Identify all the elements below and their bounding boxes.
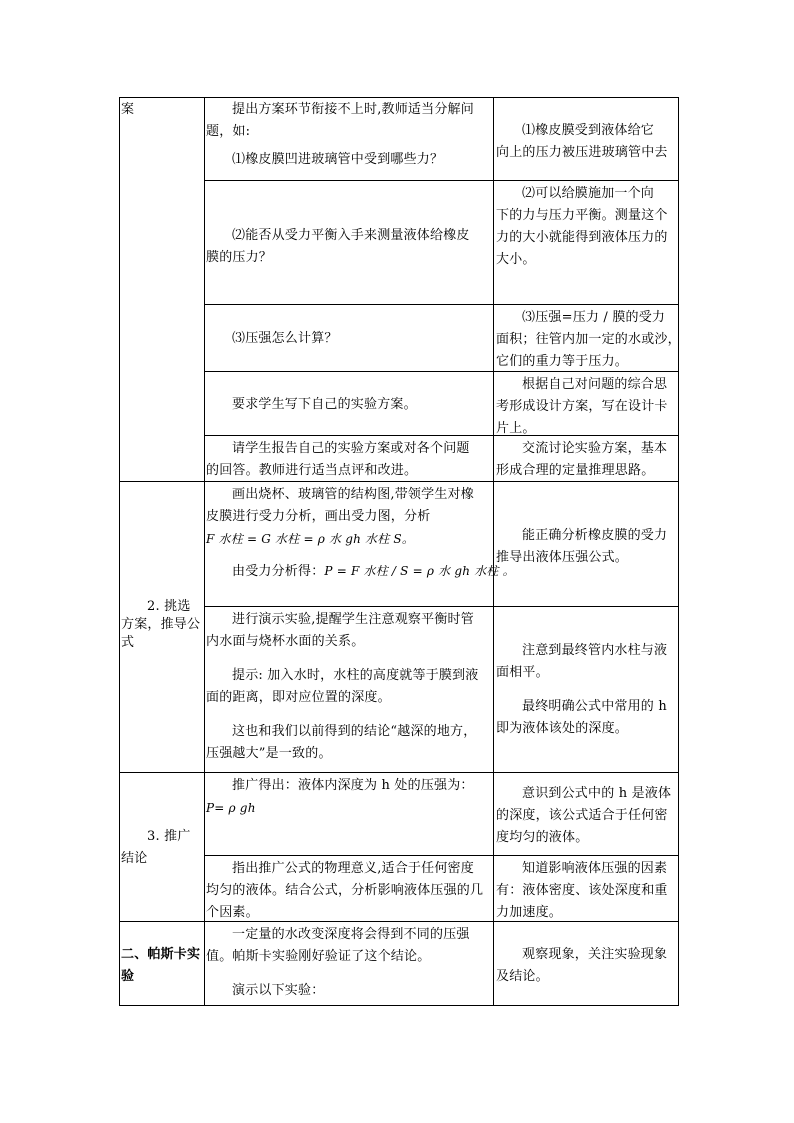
row2-teacher-text: ⑵能否从受力平衡入手来测量液体给橡皮 膜的压力？ bbox=[206, 228, 470, 265]
row7-teacher-text: 进行演示实验,提醒学生注意观察平衡时管 内水面与烧杯水面的关系。 提示: 加入水时，水柱的高度就等于膜到液 面的距离，即对应位置的深度。 这也和我们以前得到的结论“越深的地方， 压强越大”是一致的。 bbox=[206, 612, 479, 761]
row2-student-text: ⑵可以给膜施加一个向 下的力与压力平衡。测量这个 力的大小就能得到液体压力的 大小。 bbox=[496, 186, 668, 267]
row5-teacher-text: 请学生报告自己的实验方案或对各个问题 的回答。教师进行适当点评和改进。 bbox=[206, 441, 470, 478]
row8-teacher-text: 推广得出：液体内深度为 h 处的压强为： P= ρ gh bbox=[206, 775, 490, 819]
row6-student-text: 能正确分析橡皮膜的受力 推导出液体压强公式。 bbox=[496, 528, 668, 565]
row5-student-text: 交流讨论实验方案，基本 形成合理的定量推理思路。 bbox=[496, 441, 668, 478]
row8-student-text: 意识到公式中的 h 是液体 的深度，该公式适合于任何密 度均匀的液体。 bbox=[496, 786, 672, 845]
row6-teacher-text: 画出烧杯、玻璃管的结构图,带领学生对橡 皮膜进行受力分析，画出受力图，分析 F 水柱 = G 水柱 = ρ 水 gh 水柱 S。 由受力分析得：P = F 水柱 / S = ρ 水 gh 水柱 。 bbox=[206, 487, 515, 579]
row3-teacher-text: ⑶压强怎么计算？ bbox=[232, 331, 338, 346]
row7-student-text: 注意到最终管内水柱与液 面相平。 最终明确公式中常用的 h 即为液体该处的深度。 bbox=[496, 643, 668, 736]
formula-force: F 水柱 = G 水柱 = ρ 水 gh 水柱 S。 bbox=[206, 532, 415, 546]
row10-teacher-text: 一定量的水改变深度将会得到不同的压强 值。帕斯卡实验刚好验证了这个结论。 演示以下实验： bbox=[206, 927, 470, 998]
section-two-label: 二、帕斯卡实 验 bbox=[121, 947, 201, 984]
row10-student-text: 观察现象，关注实验现象 及结论。 bbox=[496, 947, 668, 984]
row3-student-text: ⑶压强=压力 / 膜的受力 面积；往管内加一定的水或沙， 它们的重力等于压力。 bbox=[496, 310, 681, 369]
row9-teacher-text: 指出推广公式的物理意义,适合于任何密度 均匀的液体。结合公式，分析影响液体压强的几 个因素。 bbox=[206, 861, 484, 920]
row9-student-text: 知道影响液体压强的因素 有：液体密度、该处深度和重 力加速度。 bbox=[496, 861, 668, 920]
row4-teacher-text: 要求学生写下自己的实验方案。 bbox=[232, 397, 417, 412]
col1-case-text: 案 bbox=[121, 102, 135, 117]
section-2-label: 2. 挑选 方案，推导公 式 bbox=[121, 599, 201, 650]
formula-pressure: P = F 水柱 / S = ρ 水 gh 水柱 。 bbox=[324, 564, 515, 578]
row1-student-text: ⑴橡皮膜受到液体给它 向上的压力被压进玻璃管中去 bbox=[496, 123, 668, 160]
section-3-label: 3. 推广 结论 bbox=[121, 829, 191, 866]
row4-student-text: 根据自己对问题的综合思 考形成设计方案，写在设计卡 片上。 bbox=[496, 377, 668, 436]
formula-liquid-pressure: P= ρ gh bbox=[206, 801, 256, 815]
row1-teacher-text: 提出方案环节衔接不上时,教师适当分解问 题，如: ⑴橡皮膜凹进玻璃管中受到哪些力？ bbox=[206, 102, 474, 167]
